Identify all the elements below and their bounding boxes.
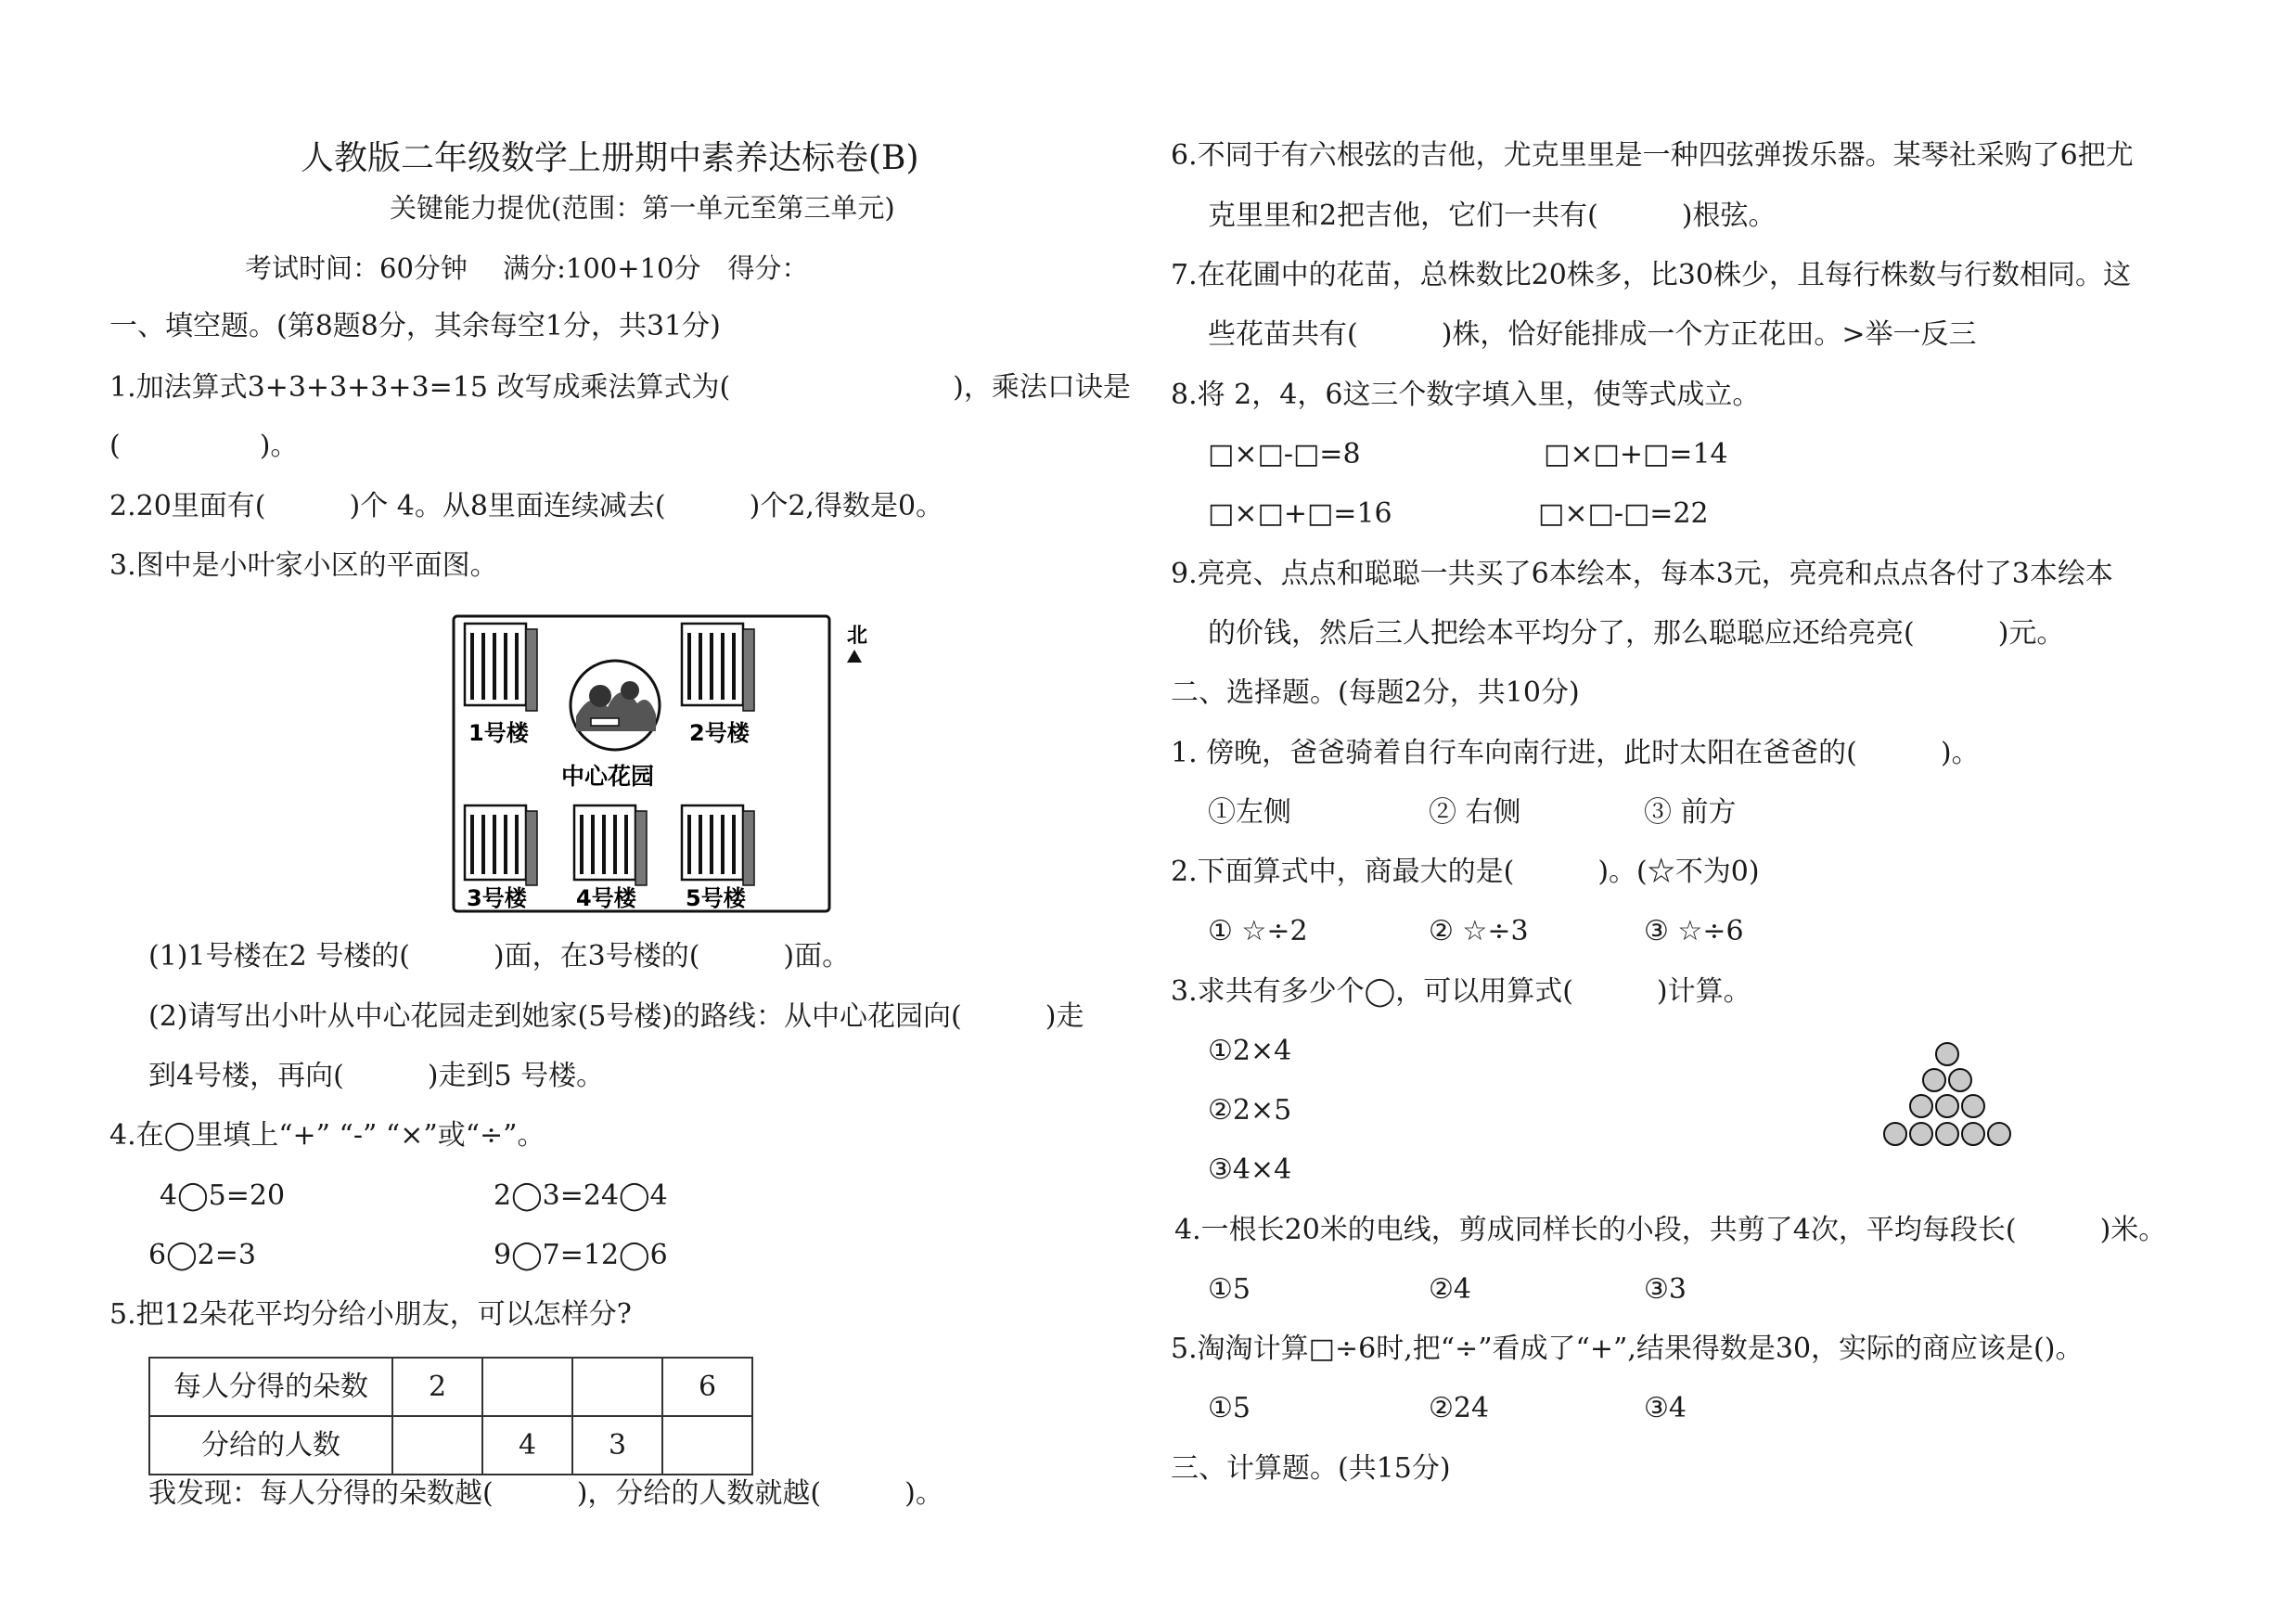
section-heading-calc: 三、计算题。(共15分) — [1171, 1452, 1451, 1485]
choice-option: ③4×4 — [1208, 1153, 1292, 1186]
garden-icon — [571, 661, 660, 750]
building-2-icon — [682, 624, 754, 711]
flower-table — [148, 1357, 753, 1475]
question-2: 2.20里面有( )个 4。从8里面连续减去( )个2,得数是0。 — [109, 490, 944, 522]
table-cell: 3 — [572, 1416, 662, 1475]
garden-label: 中心花园 — [561, 763, 655, 790]
section-heading-choice: 二、选择题。(每题2分，共10分) — [1171, 676, 1580, 709]
choice-option: ③ 前方 — [1644, 796, 1737, 829]
choice-option: ② ☆÷3 — [1429, 915, 1529, 947]
question-7-line1: 7.在花圃中的花苗，总株数比20株多，比30株少，且每行株数与行数相同。这 — [1171, 259, 2131, 291]
choice-option: ②4 — [1429, 1273, 1471, 1306]
table-cell: 2 — [392, 1358, 482, 1416]
question-3-2-line2: 到4号楼，再向( )走到5 号楼。 — [148, 1060, 605, 1092]
building-1-icon — [465, 624, 537, 711]
building-5-label: 5号楼 — [686, 885, 746, 911]
circle-shape — [1923, 1069, 1945, 1091]
choice-question-4: 4.一根长20米的电线，剪成同样长的小段，共剪了4次，平均每段长( )米。 — [1174, 1214, 2167, 1246]
circle-shape — [1962, 1123, 1984, 1145]
circle-shape — [1884, 1123, 1906, 1145]
choice-option: ③ ☆÷6 — [1644, 915, 1744, 947]
building-1-label: 1号楼 — [468, 720, 529, 746]
question-3-1: (1)1号楼在2 号楼的( )面，在3号楼的( )面。 — [148, 940, 851, 973]
question-1-line2: ( )。 — [109, 430, 299, 462]
circle-triangle-figure — [1878, 1039, 2017, 1160]
choice-question-5: 5.淘淘计算□÷6时,把“÷”看成了“+”,结果得数是30，实际的商应该是()。 — [1171, 1333, 2084, 1365]
building-4-label: 4号楼 — [576, 885, 636, 911]
question-8: 8.将 2，4，6这三个数字填入里，使等式成立。 — [1171, 379, 1761, 411]
table-cell: 6 — [662, 1358, 752, 1416]
choice-option: ①5 — [1208, 1273, 1251, 1306]
table-cell — [482, 1358, 572, 1416]
question-6-line2: 克里里和2把吉他，它们一共有( )根弦。 — [1208, 200, 1777, 232]
table-row-head: 分给的人数 — [149, 1416, 392, 1475]
question-9-line1: 9.亮亮、点点和聪聪一共买了6本绘本，每本3元，亮亮和点点各付了3本绘本 — [1171, 558, 2113, 590]
table-row — [149, 1358, 752, 1416]
question-3: 3.图中是小叶家小区的平面图。 — [109, 549, 498, 582]
circle-shape — [1988, 1123, 2010, 1145]
table-row-head: 每人分得的朵数 — [149, 1358, 392, 1416]
choice-question-3: 3.求共有多少个◯，可以用算式( )计算。 — [1171, 975, 1751, 1008]
question-4-d: 9◯7=12◯6 — [494, 1239, 668, 1271]
choice-question-2: 2.下面算式中，商最大的是( )。(☆不为0) — [1171, 856, 1760, 888]
north-arrow-icon — [847, 650, 862, 663]
page-subtitle: 关键能力提优(范围：第一单元至第三单元) — [390, 192, 895, 224]
table-cell — [392, 1416, 482, 1475]
choice-option: ①5 — [1208, 1392, 1251, 1424]
question-5: 5.把12朵花平均分给小朋友，可以怎样分? — [109, 1298, 632, 1331]
choice-option: ② 右侧 — [1429, 796, 1521, 829]
question-4-a: 4◯5=20 — [160, 1179, 286, 1212]
question-8-c: □×□+□=16 — [1208, 497, 1392, 530]
question-6-line1: 6.不同于有六根弦的吉他，尤克里里是一种四弦弹拨乐器。某琴社采购了6把尤 — [1171, 139, 2134, 172]
choice-option: ①2×4 — [1208, 1035, 1292, 1067]
table-cell — [572, 1358, 662, 1416]
question-3-2-line1: (2)请写出小叶从中心花园走到她家(5号楼)的路线：从中心花园向( )走 — [148, 1000, 1084, 1033]
circle-shape — [1910, 1095, 1932, 1117]
circle-shape — [1936, 1123, 1958, 1145]
question-9-line2: 的价钱，然后三人把绘本平均分了，那么聪聪应还给亮亮( )元。 — [1208, 617, 2065, 650]
circle-shape — [1936, 1043, 1958, 1065]
building-2-label: 2号楼 — [689, 720, 750, 746]
choice-option: ① ☆÷2 — [1208, 915, 1308, 947]
table-cell: 4 — [482, 1416, 572, 1475]
building-3-icon — [465, 805, 537, 885]
question-4: 4.在◯里填上“+” “-” “×”或“÷”。 — [109, 1119, 545, 1152]
section-heading-fill: 一、填空题。(第8题8分，其余每空1分，共31分) — [109, 310, 721, 342]
table-cell — [662, 1416, 752, 1475]
question-4-b: 2◯3=24◯4 — [494, 1179, 668, 1212]
north-label: 北 — [847, 625, 868, 648]
choice-option: ②2×5 — [1208, 1094, 1292, 1127]
building-4-icon — [574, 805, 647, 885]
question-8-d: □×□-□=22 — [1538, 497, 1709, 530]
choice-option: ②24 — [1429, 1392, 1490, 1424]
circle-shape — [1949, 1069, 1971, 1091]
question-5-note: 我发现：每人分得的朵数越( )，分给的人数就越( )。 — [148, 1477, 943, 1510]
community-map — [452, 614, 876, 913]
exam-meta: 考试时间：60分钟 满分:100+10分 得分： — [245, 252, 809, 284]
circle-shape — [1962, 1095, 1984, 1117]
building-3-label: 3号楼 — [467, 885, 527, 911]
building-5-icon — [682, 805, 754, 885]
choice-option: ③4 — [1644, 1392, 1687, 1424]
question-8-b: □×□+□=14 — [1544, 438, 1728, 470]
choice-option: ①左侧 — [1208, 796, 1291, 829]
question-1-line1: 1.加法算式3+3+3+3+3=15 改写成乘法算式为( )，乘法口诀是 — [109, 371, 1131, 404]
choice-option: ③3 — [1644, 1273, 1687, 1306]
circle-shape — [1910, 1123, 1932, 1145]
question-8-a: □×□-□=8 — [1208, 438, 1361, 470]
table-row — [149, 1416, 752, 1475]
question-4-c: 6◯2=3 — [148, 1239, 256, 1271]
question-7-line2: 些花苗共有( )株，恰好能排成一个方正花田。>举一反三 — [1208, 318, 1977, 351]
page-title: 人教版二年级数学上册期中素养达标卷(B) — [301, 139, 919, 177]
circle-shape — [1936, 1095, 1958, 1117]
choice-question-1: 1. 傍晚，爸爸骑着自行车向南行进，此时太阳在爸爸的( )。 — [1171, 737, 1980, 769]
